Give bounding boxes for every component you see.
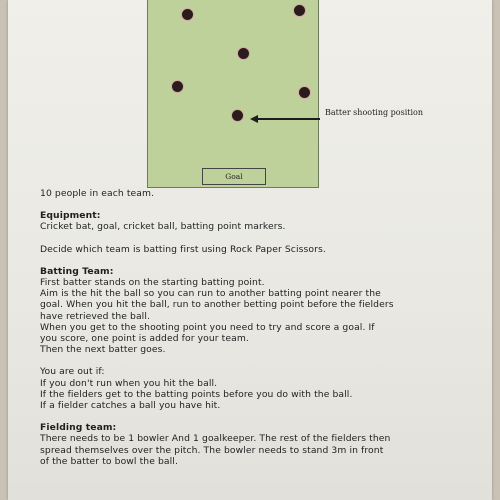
batting-line: First batter stands on the starting batting point.	[40, 277, 265, 289]
fielding-line: There needs to be 1 bowler And 1 goalkeeper. The rest of the fielders then	[40, 433, 391, 445]
batting-point-marker	[181, 8, 194, 21]
batting-point-marker	[237, 47, 250, 60]
decide-text: Decide which team is batting first using Rock Paper Scissors.	[40, 243, 326, 255]
batting-line: Aim is the hit the ball so you can run to another batting point nearer the	[40, 288, 381, 300]
pitch-diagram	[147, 0, 319, 188]
equipment-heading: Equipment:	[40, 210, 101, 222]
batting-line: have retrieved the ball.	[40, 310, 151, 322]
batting-point-marker	[293, 4, 306, 17]
arrow-head-icon	[250, 115, 258, 123]
batting-line: When you get to the shooting point you need to try and score a goal. If	[40, 321, 375, 333]
batting-point-marker	[171, 80, 184, 93]
batting-line: Then the next batter goes.	[40, 344, 166, 356]
fielding-heading: Fielding team:	[40, 422, 117, 434]
out-line: If the fielders get to the batting points before you do with the ball.	[40, 388, 353, 400]
arrow-line	[256, 118, 320, 120]
arrow-label: Batter shooting position	[325, 108, 424, 117]
intro-text: 10 people in each team.	[40, 188, 155, 199]
batter-shooting-marker	[231, 109, 244, 122]
batting-heading: Batting Team:	[40, 265, 114, 277]
out-intro: You are out if:	[40, 366, 105, 378]
out-line: If a fielder catches a ball you have hit.	[40, 400, 221, 412]
fielding-line: of the batter to bowl the ball.	[40, 455, 178, 467]
goal-box: Goal	[202, 168, 266, 185]
equipment-text: Cricket bat, goal, cricket ball, batting point markers.	[40, 221, 286, 233]
document-body	[40, 188, 472, 467]
fielding-line: spread themselves over the pitch. The bowler needs to stand 3m in front	[40, 444, 384, 456]
out-line: If you don't run when you hit the ball.	[40, 377, 218, 389]
batting-line: you score, one point is added for your team.	[40, 333, 249, 345]
batting-point-marker	[298, 86, 311, 99]
batting-line: goal. When you hit the ball, run to another betting point before the fielders	[40, 299, 394, 311]
